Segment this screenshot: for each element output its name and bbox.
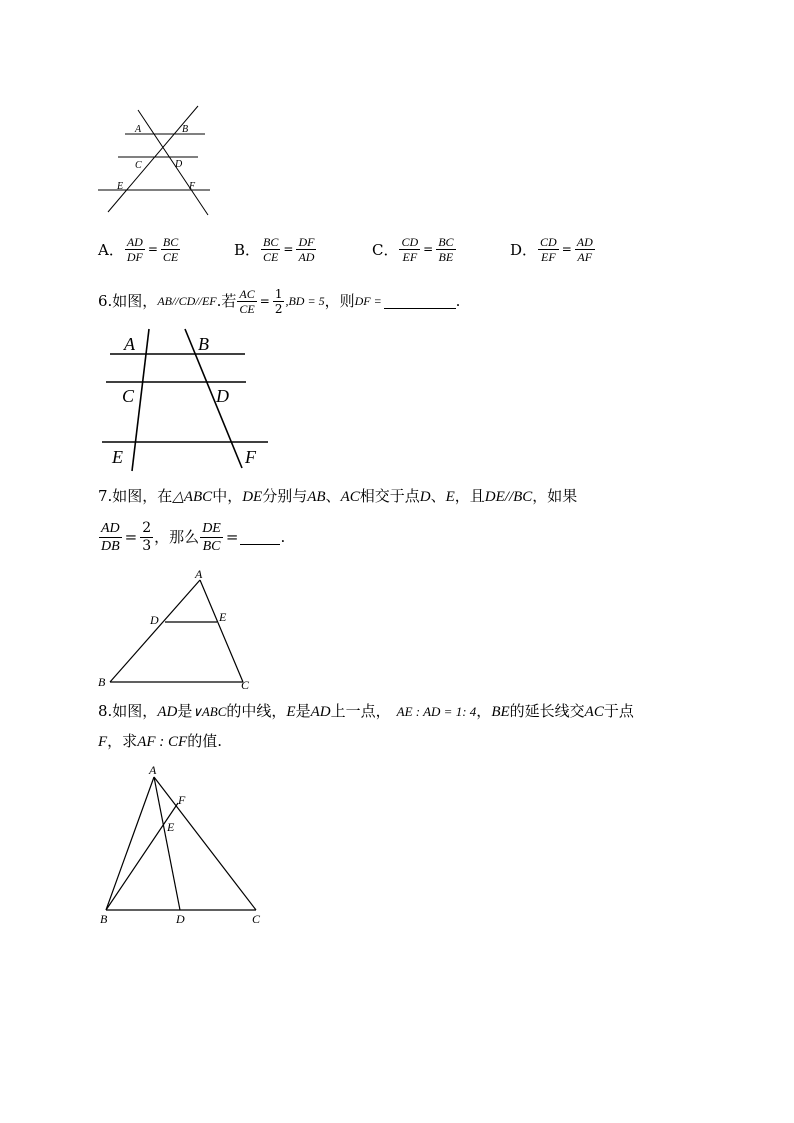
- figure-3-triangle-de-bc: [94, 564, 259, 694]
- q8-ratio: AE : AD = 1: 4: [396, 704, 477, 719]
- option-c-letter: C．: [372, 240, 399, 259]
- q7-f2-den: 3: [142, 537, 152, 554]
- q6-answer-blank[interactable]: [384, 294, 456, 309]
- fig3-label-a: A: [195, 567, 203, 581]
- option-d-lhs-den: EF: [541, 249, 556, 264]
- fig1-label-c: C: [135, 160, 142, 171]
- question-8-line-1: [98, 701, 634, 722]
- option-a-lhs-num: AD: [126, 234, 143, 249]
- option-b-lhs-den: CE: [263, 249, 279, 264]
- fig4-label-f: F: [178, 793, 186, 807]
- fig4-label-c: C: [252, 912, 261, 926]
- q6-then-text: ，则: [324, 292, 355, 310]
- fig2-label-b: B: [198, 334, 209, 354]
- option-d-eq: =: [561, 242, 572, 256]
- q8-p9: ，求: [107, 732, 138, 750]
- q7-p3: 分别与: [262, 487, 308, 505]
- fig1-label-f: F: [189, 181, 196, 192]
- option-c-lhs-den: EF: [402, 249, 418, 264]
- q6-end: .: [455, 292, 461, 310]
- fig3-label-e: E: [219, 610, 227, 624]
- fig1-label-e: E: [117, 181, 124, 192]
- q7-e: E: [445, 489, 455, 505]
- q7-eq2: =: [225, 528, 239, 546]
- q7-p8: ，如果: [532, 487, 578, 505]
- option-c-eq: =: [423, 242, 434, 256]
- q7-p5: 相交于点: [359, 487, 420, 505]
- q7-de: DE: [242, 489, 263, 505]
- q8-p1: 8.如图，: [98, 702, 158, 720]
- q7-tri: △ABC: [172, 489, 213, 505]
- option-b-lhs-num: BC: [263, 234, 279, 249]
- q7-eq1: =: [124, 528, 138, 546]
- q8-f: F: [98, 734, 108, 750]
- option-c-lhs-num: CD: [401, 234, 419, 249]
- option-a-lhs-den: DF: [126, 249, 143, 264]
- q6-half-den: 2: [274, 301, 283, 316]
- option-b-letter: B．: [234, 240, 261, 259]
- figure-1-parallel-lines-crossing: [90, 100, 220, 220]
- option-b-rhs-num: DF: [298, 234, 315, 249]
- fig3-label-b: B: [98, 675, 106, 689]
- q8-ratio2: AF : CF: [137, 734, 188, 750]
- option-b-eq: =: [283, 242, 294, 256]
- q8-tri: ∨ABC: [192, 704, 227, 719]
- q7-p1: 7.如图，在: [98, 487, 173, 505]
- q8-p2: 是: [177, 702, 193, 720]
- fig1-label-a: A: [135, 124, 142, 135]
- fig2-label-c: C: [122, 386, 135, 406]
- q6-if-text: .若: [216, 292, 237, 310]
- option-d-lhs-num: CD: [540, 234, 557, 249]
- fig2-label-e: E: [112, 447, 123, 467]
- q8-p5: 上一点，: [330, 702, 391, 720]
- q7-p2: 中，: [212, 487, 243, 505]
- q7-debc: DE//BC: [484, 489, 533, 505]
- question-6: [98, 284, 460, 318]
- fig2-label-d: D: [216, 386, 229, 406]
- q8-p10: 的值.: [187, 732, 222, 750]
- fig3-label-c: C: [241, 678, 250, 692]
- option-d-rhs-num: AD: [576, 234, 593, 249]
- q7-f3-den: BC: [202, 538, 221, 554]
- q7-answer-blank[interactable]: [240, 530, 280, 545]
- q8-e: E: [286, 704, 296, 720]
- q6-half-num: 1: [274, 286, 283, 301]
- figure-4-triangle-median: [94, 760, 269, 930]
- fig3-label-d: D: [150, 613, 159, 627]
- fig4-label-b: B: [100, 912, 108, 926]
- q8-p7: 的延长线交: [509, 702, 585, 720]
- q7-p9: ，那么: [154, 528, 200, 546]
- q8-ac: AC: [584, 704, 604, 720]
- option-a-rhs-den: CE: [162, 249, 179, 264]
- option-d-rhs-den: AF: [577, 249, 593, 264]
- q6-bd: ,BD = 5: [285, 294, 325, 308]
- option-a[interactable]: [98, 232, 181, 266]
- q8-ad2: AD: [310, 704, 331, 720]
- option-d-letter: D．: [510, 240, 538, 259]
- option-c-rhs-num: BC: [438, 234, 454, 249]
- fig1-label-b: B: [182, 124, 189, 135]
- q7-ac: AC: [340, 489, 360, 505]
- q7-ab: AB: [307, 489, 326, 505]
- q6-frac-num: AC: [239, 286, 255, 301]
- fig4-label-d: D: [176, 912, 185, 926]
- q7-f2-num: 2: [142, 519, 152, 536]
- question-7-line-1: [98, 486, 577, 507]
- q6-df: DF =: [354, 294, 382, 308]
- option-b-rhs-den: AD: [298, 249, 315, 264]
- option-c-rhs-den: BE: [438, 249, 454, 264]
- question-8-line-2: [98, 731, 222, 752]
- question-7-line-2: [98, 518, 285, 556]
- q8-p6: ，: [476, 702, 492, 720]
- q6-frac-den: CE: [239, 301, 255, 316]
- q6-eq: =: [259, 294, 270, 308]
- fig4-label-a: A: [149, 763, 157, 777]
- option-a-letter: A．: [98, 240, 124, 259]
- option-b[interactable]: [234, 232, 317, 266]
- fig2-label-f: F: [245, 447, 256, 467]
- fig1-label-d: D: [175, 159, 183, 170]
- figure-2-parallel-lines: [98, 325, 273, 475]
- option-a-eq: =: [147, 242, 158, 256]
- q6-prefix: 6.如图，: [98, 292, 158, 310]
- q8-ad: AD: [157, 704, 178, 720]
- fig4-label-e: E: [167, 820, 175, 834]
- q7-f3-num: DE: [202, 520, 221, 536]
- q6-parallel: AB//CD//EF: [157, 294, 217, 308]
- q8-p3: 的中线，: [226, 702, 287, 720]
- q8-p8: 于点: [603, 702, 634, 720]
- q7-end: .: [280, 528, 286, 546]
- q7-p6: 、: [430, 487, 446, 505]
- q7-f1-den: DB: [101, 538, 120, 554]
- q7-p7: ，且: [454, 487, 485, 505]
- q7-d: D: [419, 489, 431, 505]
- q7-f1-num: AD: [101, 520, 120, 536]
- option-d[interactable]: [510, 232, 596, 266]
- option-a-rhs-num: BC: [162, 234, 179, 249]
- q8-be: BE: [491, 704, 510, 720]
- fig2-label-a: A: [124, 334, 135, 354]
- q8-p4: 是: [295, 702, 311, 720]
- option-c[interactable]: [372, 232, 457, 266]
- q7-p4: 、: [325, 487, 341, 505]
